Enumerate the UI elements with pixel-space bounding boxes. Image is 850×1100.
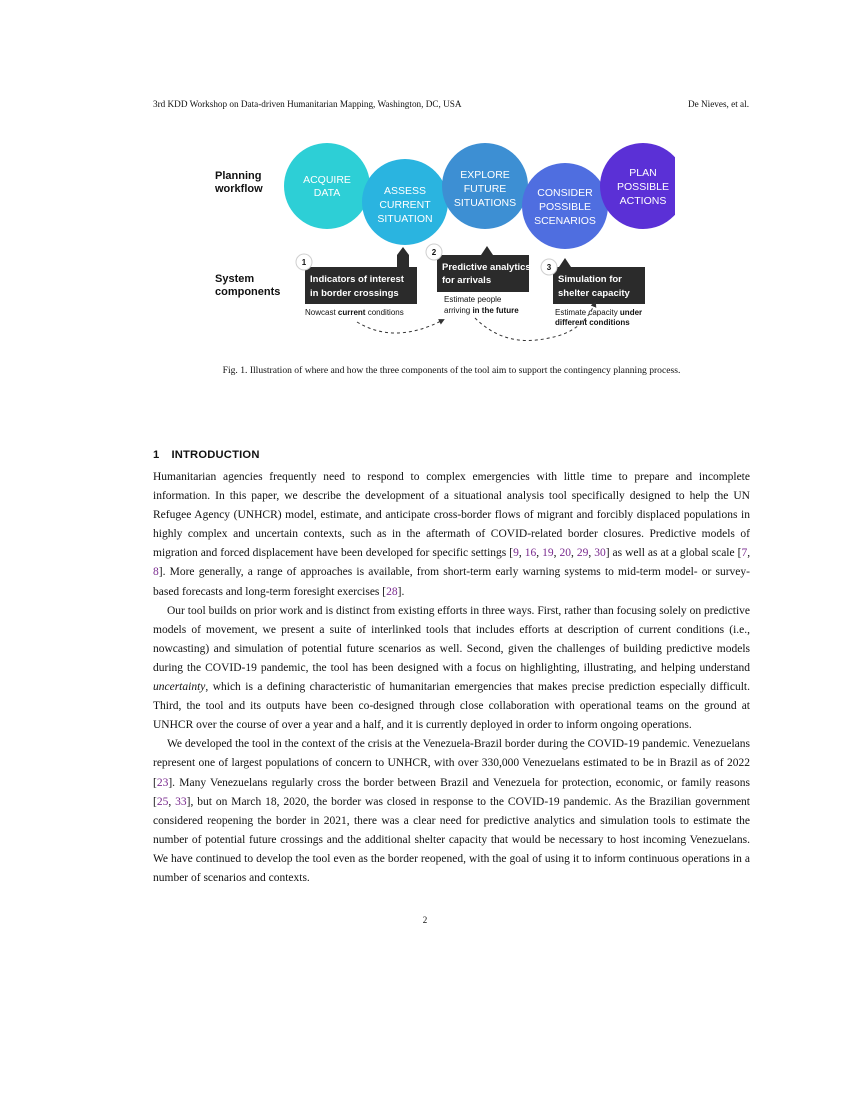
section-heading [153,449,260,461]
citation-link[interactable]: 8 [153,566,159,579]
component-1-line2: in border crossings [310,288,399,299]
citation-link[interactable]: 20 [559,547,571,560]
circle-3-line1: EXPLORE [460,169,510,181]
circle-2-line1: ASSESS [383,185,427,197]
circle-1-line1: ACQUIRE [303,174,351,186]
circle-5-line1: PLAN [629,167,657,179]
citation-link[interactable]: 33 [175,795,187,808]
component-1-line1: Indicators of interest [310,274,404,285]
citation-link[interactable]: 29 [576,547,589,560]
planning-label-line2: workflow [215,183,263,195]
citation-link[interactable]: 23 [156,776,169,789]
page-number: 2 [422,915,428,925]
circle-3-line2: FUTURE [463,183,507,195]
circle-5-line3: ACTIONS [619,195,667,207]
section-number: 1 [153,449,160,461]
component-3-line2: shelter capacity [558,288,630,299]
running-header [153,99,749,109]
workflow-diagram [205,140,675,352]
note-2-line1: Estimate people [444,295,502,304]
circle-acquire-data [284,143,370,229]
citation-link[interactable]: 16 [524,547,537,560]
citation-link[interactable]: 19 [542,547,554,560]
citation-link[interactable]: 9 [513,547,519,560]
system-label-line2: components [215,286,281,298]
circle-4-line1: CONSIDER [537,187,593,199]
note-3-line1: Estimate capacity under [555,308,643,317]
section-title: INTRODUCTION [171,449,260,461]
system-label-line1: System [215,273,255,285]
citation-link[interactable]: 25 [156,795,169,808]
badge-3-number: 3 [546,263,552,272]
citation-link[interactable]: 7 [741,547,748,560]
citation-link[interactable]: 30 [594,547,606,560]
paragraph-3: We developed the tool in the context of the crisis at the Venezuela-Brazil border during the COVID-19 pandemic. Venezuelans represent one of largest populations of concern to UNHCR, with over 330,000 Venezuelans estimated to be in Brazil as of 2022 [23]. Many Venezuelans regularly cross the border between Brazil and Venezuela for protection, economic, or family reasons [25, 33], but on March 18, 2020, the border was closed in response to the COVID-19 pandemic. As the Brazilian government considered reopening the border in 2021, there was a clear need for predictive analytics and simulation tools to estimate the number of potential future crossings and the additional shelter capacity that would be necessary to host incoming Venezuelans. We have continued to develop the tool even as the border reopened, with the goal of using it to inform continuous operations in a number of scenarios and contexts. [153,738,751,884]
circle-2-line2: CURRENT [379,199,431,211]
note-2-line2: arriving in the future [444,306,519,315]
circle-5-line2: POSSIBLE [617,181,669,193]
header-authors: De Nieves, et al. [688,99,749,109]
planning-label-line1: Planning [215,170,262,182]
circle-1-line2: DATA [313,187,341,199]
paragraph-1: Humanitarian agencies frequently need to respond to complex emergencies with little time to prepare and incomplete information. In this paper, we describe the development of a situational analysis tool specifically designed to help the UN Refugee Agency (UNHCR) model, estimate, and anticipate cross-border flows of migrant and forcibly displaced populations in highly complex and uncertain contexts, such as in the aftermath of COVID-related border closures. Predictive models of migration and forced displacement have been developed for specific settings [9, 16, 19, 20, 29, 30] as well as at a global scale [7, 8]. More generally, a range of approaches is available, from short-term early warning systems to mid-term model- or survey-based forecasts and long-term foresight exercises [28]. [153,471,751,598]
circle-4-line2: POSSIBLE [539,201,591,213]
circle-3-line3: SITUATIONS [453,197,517,209]
header-venue: 3rd KDD Workshop on Data-driven Humanitarian Mapping, Washington, DC, USA [153,99,462,109]
circle-4-line3: SCENARIOS [534,215,596,227]
citation-link[interactable]: 28 [386,585,398,598]
note-3-line2: different conditions [555,318,630,327]
component-2-line2: for arrivals [442,275,492,286]
circle-2-line3: SITUATION [377,213,433,225]
badge-1-number: 1 [301,258,307,267]
figure-caption: Fig. 1. Illustration of where and how the three components of the tool aim to support the contingency planning process. [222,365,681,376]
badge-2-number: 2 [431,248,437,257]
body-text [153,468,750,888]
component-3-line1: Simulation for [558,274,622,285]
paragraph-2: Our tool builds on prior work and is distinct from existing efforts in three ways. First, rather than focusing solely on predictive models of movement, we present a suite of interlinked tools that includes efforts at description of current conditions (i.e., nowcasting) and simulation of potential future scenarios as well. Second, given the challenges of building predictive models during the COVID-19 pandemic, the tool has been designed with a focus on highlighting, illustrating, and helping understand uncertainty, which is a defining characteristic of humanitarian emergencies that makes precise prediction especially difficult. Third, the tool and its outputs have been co-designed through close collaboration with operational teams on the ground at UNHCR over the course of over a year and a half, and it is currently deployed in order to inform ongoing operations. [153,604,750,732]
figure-1 [205,140,675,352]
note-1: Nowcast current conditions [305,308,404,317]
arrow-nowcast-to-predict [357,320,443,333]
component-2-line1: Predictive analytics [442,262,531,273]
